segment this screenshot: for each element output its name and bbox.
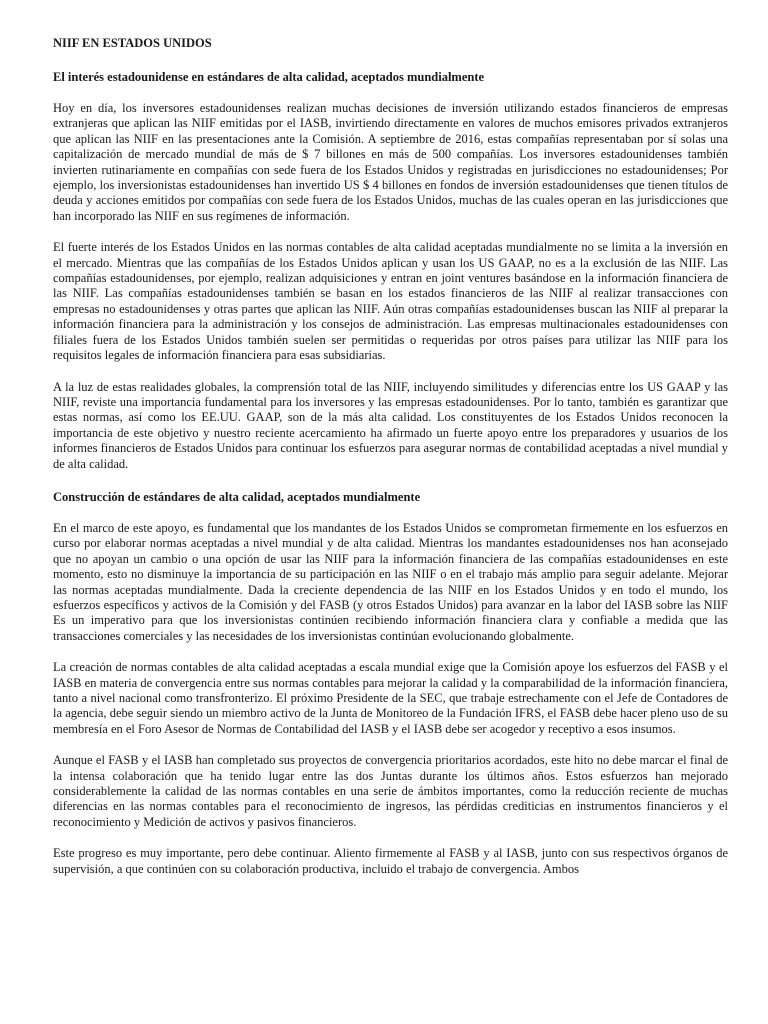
paragraph-3: A la luz de estas realidades globales, la comprensión total de las NIIF, incluyendo similitudes y diferencias entre los US GAAP y las NIIF, reviste una importancia fundamental para los inversores y las empresas estadounidenses. Por lo tanto, también es garantizar que estas normas, así como los EE.UU. GAAP, son de la más alta calidad. Los constituyentes de los Estados Unidos reconocen la importancia de este objetivo y nuestro reciente acercamiento ha afirmado un fuerte apoyo entre los preparadores y usuarios de los informes financieros de Estados Unidos para continuar los esfuerzos para asegurar normas de contabilidad aceptadas a nivel mundial y de alta calidad. bbox=[53, 379, 728, 471]
document-page bbox=[53, 34, 728, 893]
paragraph-7: Este progreso es muy importante, pero debe continuar. Aliento firmemente al FASB y al IASB, junto con sus respectivos órganos de supervisión, a que continúen con su colaboración productiva, incluido el trabajo de convergencia. Ambos bbox=[53, 846, 728, 876]
paragraph-5: La creación de normas contables de alta calidad aceptadas a escala mundial exige que la Comisión apoye los esfuerzos del FASB y el IASB en materia de convergencia entre sus normas contables para mejorar la calidad y la comparabilidad de la información financiera, tanto a nivel nacional como transfronterizo. El próximo Presidente de la SEC, que trabaje estrechamente con el Jefe de Contadores de la agencia, debe seguir siendo un miembro activo de la Junta de Monitoreo de la Fundación IFRS, el FASB debe hacer pleno uso de su membresía en el Foro Asesor de Normas de Contabilidad del IASB y el IASB debe ser acogedor y receptivo a esos insumos. bbox=[53, 660, 728, 736]
section-heading-construccion: Construcción de estándares de alta calidad, aceptados mundialmente bbox=[53, 489, 421, 504]
document-title: NIIF EN ESTADOS UNIDOS bbox=[53, 36, 212, 50]
paragraph-2: El fuerte interés de los Estados Unidos en las normas contables de alta calidad aceptadas mundialmente no se limita a la inversión en el mercado. Mientras que las compañías de los Estados Unidos aplican y usan los US GAAP, no es a la exclusión de las NIIF. Las compañías estadounidenses, por ejemplo, realizan adquisiciones y entran en joint ventures basándose en la información financiera de las NIIF. Las compañías estadounidenses también se basan en los estados financieros de las NIIF al realizar transacciones con empresas no estadounidenses y otras partes que aplican las NIIF. Aún otras compañías estadounidenses buscan las NIIF al preparar la información financiera para la administración y los consejos de administración. Las empresas multinacionales estadounidenses con filiales fuera de los Estados Unidos también suelen ser permitidas o requeridas por otros países para utilizar las NIIF para los requisitos legales de información financiera para esas subsidiarias. bbox=[53, 240, 728, 363]
section-heading-interes: El interés estadounidense en estándares de alta calidad, aceptados mundialmente bbox=[53, 70, 485, 84]
paragraph-1: Hoy en día, los inversores estadounidenses realizan muchas decisiones de inversión utilizando estados financieros de empresas extranjeras que aplican las NIIF emitidas por el IASB, invirtiendo directamente en valores de muchos emisores privados extranjeros que aplican las NIIF en las presentaciones ante la Comisión. A septiembre de 2016, estas compañías representaban por sí solas una capitalización de mercado mundial de más de $ 7 billones en más de 500 compañías. Los inversores estadounidenses también invierten rutinariamente en compañías con sede fuera de los Estados Unidos y registradas en jurisdicciones no estadounidenses; Por ejemplo, los inversionistas estadounidenses han invertido US $ 4 billones en fondos de inversión estadounidenses que tienen títulos de deuda y acciones emitidos por compañías con sede fuera de los Estados Unidos, muchas de las cuales operan en las jurisdicciones que han incorporado las NIIF en sus regímenes de información. bbox=[53, 101, 728, 223]
paragraph-6: Aunque el FASB y el IASB han completado sus proyectos de convergencia prioritarios acordados, este hito no debe marcar el final de la intensa colaboración que ha tenido lugar entre las dos Juntas durante los últimos años. Estos esfuerzos han mejorado considerablemente la calidad de las normas contables en una serie de ámbitos importantes, como la reducción reciente de muchas diferencias en las normas contables para el reconocimiento de ingresos, las pérdidas crediticias en instrumentos financieros y el reconocimiento y Medición de activos y pasivos financieros. bbox=[53, 753, 728, 829]
paragraph-4: En el marco de este apoyo, es fundamental que los mandantes de los Estados Unidos se comprometan firmemente en los esfuerzos en curso por elaborar normas aceptadas a nivel mundial y de alta calidad. Mientras los mandantes estadounidenses nos han aconsejado que no apoyan un cambio o una opción de usar las NIIF para la información financiera de las compañías estadounidenses en este momento, esto no disminuye la importancia de su participación en las NIIF o en el trabajo más amplio para seguir adelante. Mejorar las normas aceptadas mundialmente. Dada la creciente dependencia de las NIIF en los Estados Unidos y en todo el mundo, los esfuerzos específicos y activos de la Comisión y del FASB (y otros Estados Unidos) para avanzar en la labor del IASB sobre las NIIF Es un imperativo para que los inversionistas continúen recibiendo información financiera clara y confiable a medida que las transacciones comerciales y las necesidades de los inversionistas continúan evolucionando globalmente. bbox=[53, 520, 728, 643]
